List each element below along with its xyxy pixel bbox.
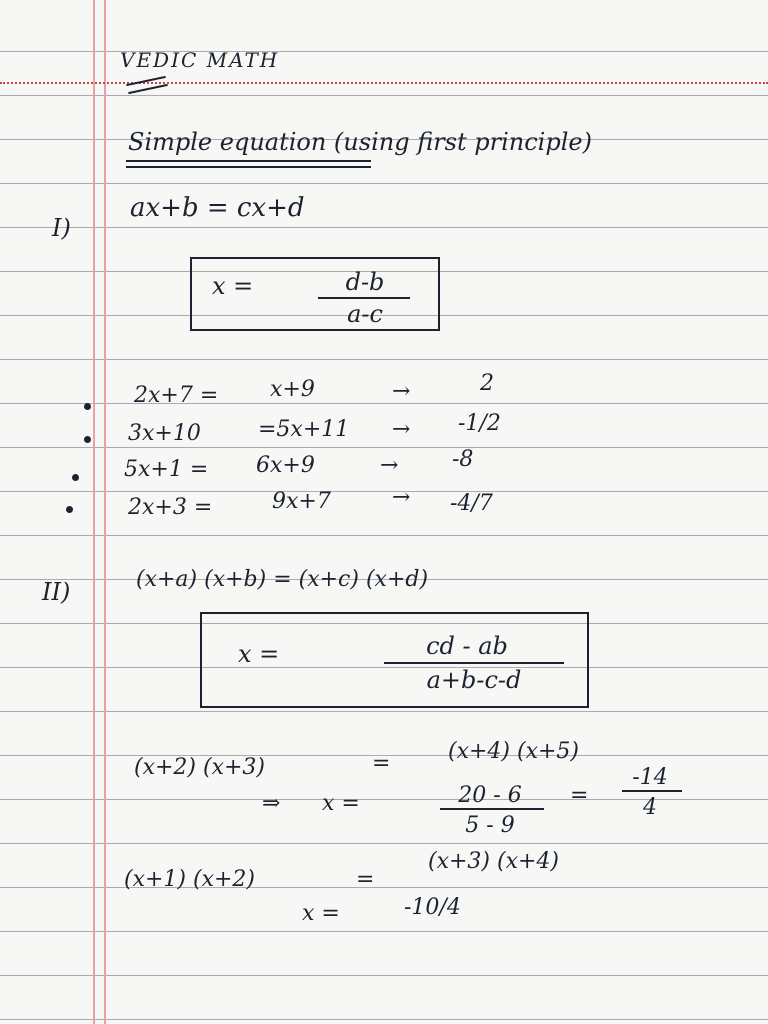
example-5-lhs: (x+2) (x+3) xyxy=(134,755,266,780)
subtitle-underline-1 xyxy=(126,160,371,162)
example-5-fraction-bar xyxy=(440,808,544,810)
example-5-var: x = xyxy=(322,791,360,816)
section-1-label: I) xyxy=(52,214,71,242)
margin-line-left xyxy=(93,0,95,1024)
example-2-rhs: =5x+11 xyxy=(258,417,350,442)
example-6-rhs: (x+3) (x+4) xyxy=(428,849,560,874)
example-3-rhs: 6x+9 xyxy=(256,453,315,478)
formula-1-lhs: x = xyxy=(212,272,254,300)
bullet xyxy=(72,474,79,481)
section-1-equation: ax+b = cx+d xyxy=(130,193,305,223)
example-4-rhs: 9x+7 xyxy=(272,489,331,514)
subtitle: Simple equation (using first principle) xyxy=(128,128,592,156)
example-2-lhs: 3x+10 xyxy=(128,421,201,446)
example-1-lhs: 2x+7 = xyxy=(134,383,219,408)
margin-line-right xyxy=(104,0,106,1024)
example-5-equals-2: = xyxy=(570,783,589,808)
title-underline-2 xyxy=(128,84,168,94)
example-5-numerator: 20 - 6 xyxy=(458,783,522,808)
formula-1-numerator: d-b xyxy=(345,268,385,296)
formula-2-numerator: cd - ab xyxy=(426,632,508,660)
page-title: VEDIC MATH xyxy=(120,48,280,72)
example-1-rhs: x+9 xyxy=(270,377,315,402)
example-2-answer: -1/2 xyxy=(458,411,501,436)
example-5-result-numerator: -14 xyxy=(632,765,668,790)
example-5-result-bar xyxy=(622,790,682,792)
example-5-rhs: (x+4) (x+5) xyxy=(448,739,580,764)
example-4-answer: -4/7 xyxy=(450,491,493,516)
subtitle-underline-2 xyxy=(126,166,371,168)
section-2-label: II) xyxy=(42,578,71,606)
example-1-answer: 2 xyxy=(480,371,494,396)
bullet xyxy=(84,403,91,410)
formula-1-fraction-bar xyxy=(318,297,410,299)
arrow-icon: → xyxy=(392,379,411,404)
example-5-equals: = xyxy=(372,751,391,776)
formula-1-denominator: a-c xyxy=(347,300,383,328)
bullet xyxy=(84,436,91,443)
section-2-equation: (x+a) (x+b) = (x+c) (x+d) xyxy=(136,567,429,592)
example-3-answer: -8 xyxy=(452,447,474,472)
example-5-result-denominator: 4 xyxy=(643,795,657,820)
example-5-denominator: 5 - 9 xyxy=(465,813,515,838)
formula-2-denominator: a+b-c-d xyxy=(426,666,522,694)
example-3-lhs: 5x+1 = xyxy=(124,457,209,482)
top-dotted-line xyxy=(0,82,768,84)
arrow-icon: → xyxy=(392,485,411,510)
example-6-var: x = xyxy=(302,901,340,926)
example-4-lhs: 2x+3 = xyxy=(128,495,213,520)
arrow-icon: → xyxy=(392,417,411,442)
example-6-result: -10/4 xyxy=(404,895,461,920)
formula-2-lhs: x = xyxy=(238,640,280,668)
bullet xyxy=(66,506,73,513)
formula-2-fraction-bar xyxy=(384,662,564,664)
example-6-equals: = xyxy=(356,867,375,892)
implies-icon: ⇒ xyxy=(262,791,281,816)
arrow-icon: → xyxy=(380,453,399,478)
example-6-lhs: (x+1) (x+2) xyxy=(124,867,256,892)
